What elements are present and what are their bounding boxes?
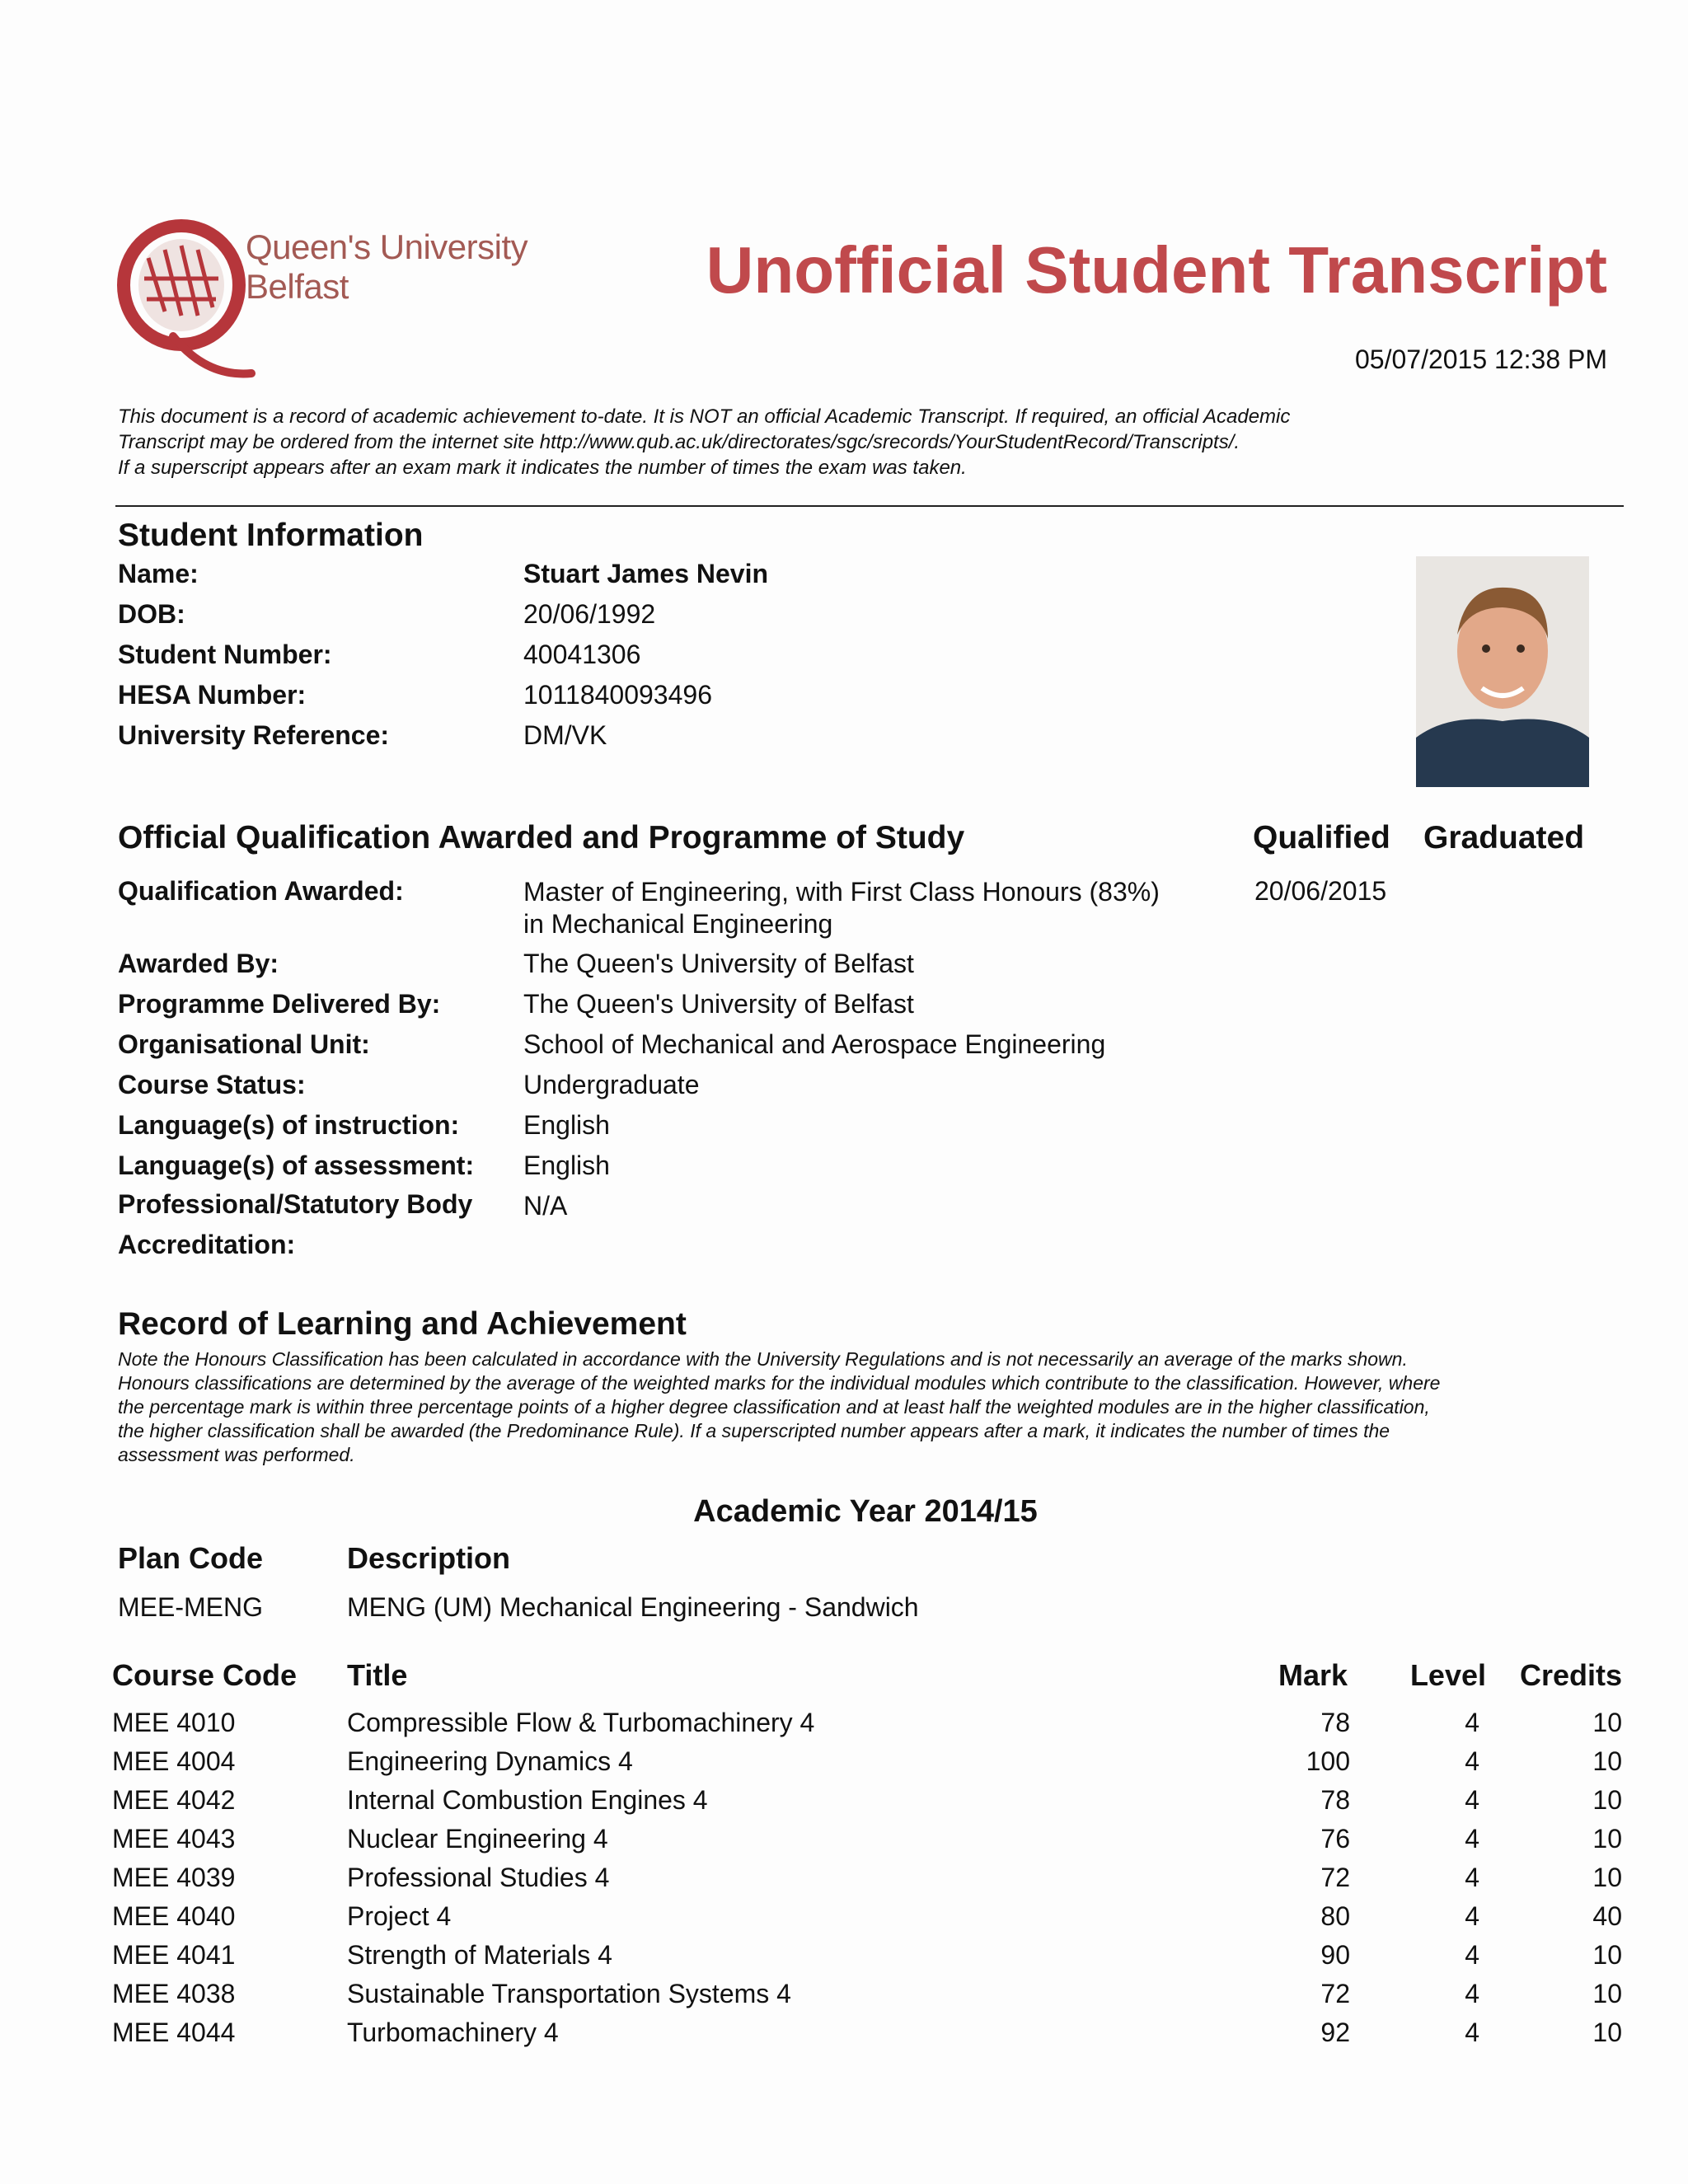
course-credits: 40 <box>1592 1901 1622 1931</box>
qualification-awarded-label: Qualification Awarded: <box>118 876 404 906</box>
plan-code-value: MEE-MENG <box>118 1592 263 1622</box>
divider <box>115 505 1624 507</box>
course-title: Strength of Materials 4 <box>347 1940 612 1970</box>
course-status-value: Undergraduate <box>523 1070 700 1099</box>
delivered-by-label: Programme Delivered By: <box>118 989 441 1019</box>
graduated-header: Graduated <box>1423 820 1585 855</box>
course-title: Engineering Dynamics 4 <box>347 1746 633 1776</box>
university-crest-icon <box>115 213 256 386</box>
student-info-heading: Student Information <box>118 518 424 553</box>
note-line: the percentage mark is within three percentage points of a higher degree classification and at least half the weighted modules are in the higher classification, <box>118 1396 1430 1418</box>
disclaimer-line: This document is a record of academic achievement to-date. It is NOT an official Academic Transcript. If required, an official Academic <box>118 405 1291 428</box>
student-photo <box>1416 556 1589 787</box>
qualification-awarded-value <box>523 876 1160 940</box>
course-title: Compressible Flow & Turbomachinery 4 <box>347 1708 815 1737</box>
lang-instruction-value: English <box>523 1110 610 1140</box>
awarded-by-label: Awarded By: <box>118 949 279 978</box>
logo-line2: Belfast <box>246 267 349 306</box>
course-mark: 78 <box>1320 1708 1350 1737</box>
disclaimer <box>118 404 1486 480</box>
description-header: Description <box>347 1541 511 1575</box>
record-heading: Record of Learning and Achievement <box>118 1306 687 1342</box>
course-credits: 10 <box>1592 1940 1622 1970</box>
qualification-heading: Official Qualification Awarded and Programme of Study <box>118 820 965 855</box>
plan-description-value: MENG (UM) Mechanical Engineering - Sandwich <box>347 1592 919 1622</box>
psb-label-line: Professional/Statutory Body <box>118 1189 473 1219</box>
table-row <box>0 2018 1688 2056</box>
credits-header: Credits <box>1519 1658 1622 1692</box>
course-code-header: Course Code <box>112 1658 298 1692</box>
dob-label: DOB: <box>118 599 185 629</box>
university-reference-value: DM/VK <box>523 720 607 750</box>
course-mark: 78 <box>1320 1785 1350 1815</box>
delivered-by-value: The Queen's University of Belfast <box>523 989 914 1019</box>
course-code: MEE 4041 <box>112 1940 236 1970</box>
table-row <box>0 1708 1688 1746</box>
course-code: MEE 4004 <box>112 1746 236 1776</box>
note-line: Note the Honours Classification has been calculated in accordance with the University Regulations and is not necessarily an average of the marks shown. <box>118 1348 1408 1370</box>
psb-value: N/A <box>523 1191 568 1221</box>
course-mark: 76 <box>1320 1824 1350 1854</box>
course-level: 4 <box>1465 1824 1479 1854</box>
document-datetime: 05/07/2015 12:38 PM <box>1354 344 1607 374</box>
course-credits: 10 <box>1592 1824 1622 1854</box>
mark-header: Mark <box>1278 1658 1348 1692</box>
psb-label <box>118 1184 472 1265</box>
course-mark: 72 <box>1320 1979 1350 2008</box>
table-row <box>0 1940 1688 1979</box>
course-credits: 10 <box>1592 1979 1622 2008</box>
awarded-by-value: The Queen's University of Belfast <box>523 949 914 978</box>
qualification-awarded-line: Master of Engineering, with First Class Honours (83%) <box>523 877 1160 907</box>
course-code: MEE 4043 <box>112 1824 236 1854</box>
logo-text <box>246 227 528 307</box>
note-line: Honours classifications are determined by the average of the weighted marks for the individual modules which contribute to the classification. However, where <box>118 1372 1441 1394</box>
course-credits: 10 <box>1592 1708 1622 1737</box>
course-mark: 100 <box>1306 1746 1350 1776</box>
academic-year-heading: Academic Year 2014/15 <box>693 1494 1038 1529</box>
lang-instruction-label: Language(s) of instruction: <box>118 1110 460 1140</box>
course-status-label: Course Status: <box>118 1070 306 1099</box>
classification-note <box>118 1347 1577 1467</box>
student-number-label: Student Number: <box>118 640 332 669</box>
course-mark: 72 <box>1320 1863 1350 1892</box>
course-code: MEE 4042 <box>112 1785 236 1815</box>
course-code: MEE 4010 <box>112 1708 236 1737</box>
lang-assessment-label: Language(s) of assessment: <box>118 1151 475 1180</box>
course-mark: 90 <box>1320 1940 1350 1970</box>
course-title: Project 4 <box>347 1901 452 1931</box>
course-mark: 80 <box>1320 1901 1350 1931</box>
course-credits: 10 <box>1592 2018 1622 2047</box>
logo-line1: Queen's University <box>246 227 528 266</box>
table-row <box>0 1824 1688 1863</box>
hesa-label: HESA Number: <box>118 680 307 710</box>
level-header: Level <box>1409 1658 1486 1692</box>
course-level: 4 <box>1465 1940 1479 1970</box>
name-label: Name: <box>118 559 199 588</box>
course-code: MEE 4039 <box>112 1863 236 1892</box>
course-level: 4 <box>1465 1863 1479 1892</box>
course-title: Professional Studies 4 <box>347 1863 610 1892</box>
table-row <box>0 1746 1688 1785</box>
qualified-header: Qualified <box>1253 820 1390 855</box>
course-code: MEE 4044 <box>112 2018 236 2047</box>
title-header: Title <box>347 1658 408 1692</box>
student-photo-icon <box>1416 556 1589 787</box>
qualification-awarded-line: in Mechanical Engineering <box>523 909 833 939</box>
course-level: 4 <box>1465 1901 1479 1931</box>
course-code: MEE 4038 <box>112 1979 236 2008</box>
note-line: the higher classification shall be awarded (the Predominance Rule). If a superscripted number appears after a mark, it indicates the number of times the <box>118 1420 1390 1441</box>
course-title: Sustainable Transportation Systems 4 <box>347 1979 791 2008</box>
course-level: 4 <box>1465 1746 1479 1776</box>
course-title: Nuclear Engineering 4 <box>347 1824 608 1854</box>
course-level: 4 <box>1465 2018 1479 2047</box>
course-level: 4 <box>1465 1785 1479 1815</box>
disclaimer-line: If a superscript appears after an exam mark it indicates the number of times the exam was taken. <box>118 457 967 479</box>
document-title: Unofficial Student Transcript <box>706 233 1607 307</box>
org-unit-value: School of Mechanical and Aerospace Engineering <box>523 1029 1106 1059</box>
student-number-value: 40041306 <box>523 640 641 669</box>
table-row <box>0 1901 1688 1940</box>
lang-assessment-value: English <box>523 1151 610 1180</box>
course-title: Turbomachinery 4 <box>347 2018 559 2047</box>
note-line: assessment was performed. <box>118 1444 355 1465</box>
university-reference-label: University Reference: <box>118 720 390 750</box>
course-code: MEE 4040 <box>112 1901 236 1931</box>
course-title: Internal Combustion Engines 4 <box>347 1785 708 1815</box>
qualified-date: 20/06/2015 <box>1254 876 1387 906</box>
course-level: 4 <box>1465 1708 1479 1737</box>
hesa-value: 1011840093496 <box>523 680 712 710</box>
org-unit-label: Organisational Unit: <box>118 1029 370 1059</box>
disclaimer-line: Transcript may be ordered from the internet site http://www.qub.ac.uk/directorates/sgc/srecords/YourStudentRecord/Transcripts/. <box>118 431 1240 453</box>
dob-value: 20/06/1992 <box>523 599 656 629</box>
course-level: 4 <box>1465 1979 1479 2008</box>
table-row <box>0 1785 1688 1824</box>
plan-code-header: Plan Code <box>118 1541 264 1575</box>
course-credits: 10 <box>1592 1785 1622 1815</box>
table-row <box>0 1979 1688 2018</box>
course-mark: 92 <box>1320 2018 1350 2047</box>
course-credits: 10 <box>1592 1746 1622 1776</box>
course-credits: 10 <box>1592 1863 1622 1892</box>
student-name: Stuart James Nevin <box>523 559 769 588</box>
table-row <box>0 1863 1688 1901</box>
university-logo <box>115 213 560 386</box>
psb-label-line: Accreditation: <box>118 1230 296 1259</box>
